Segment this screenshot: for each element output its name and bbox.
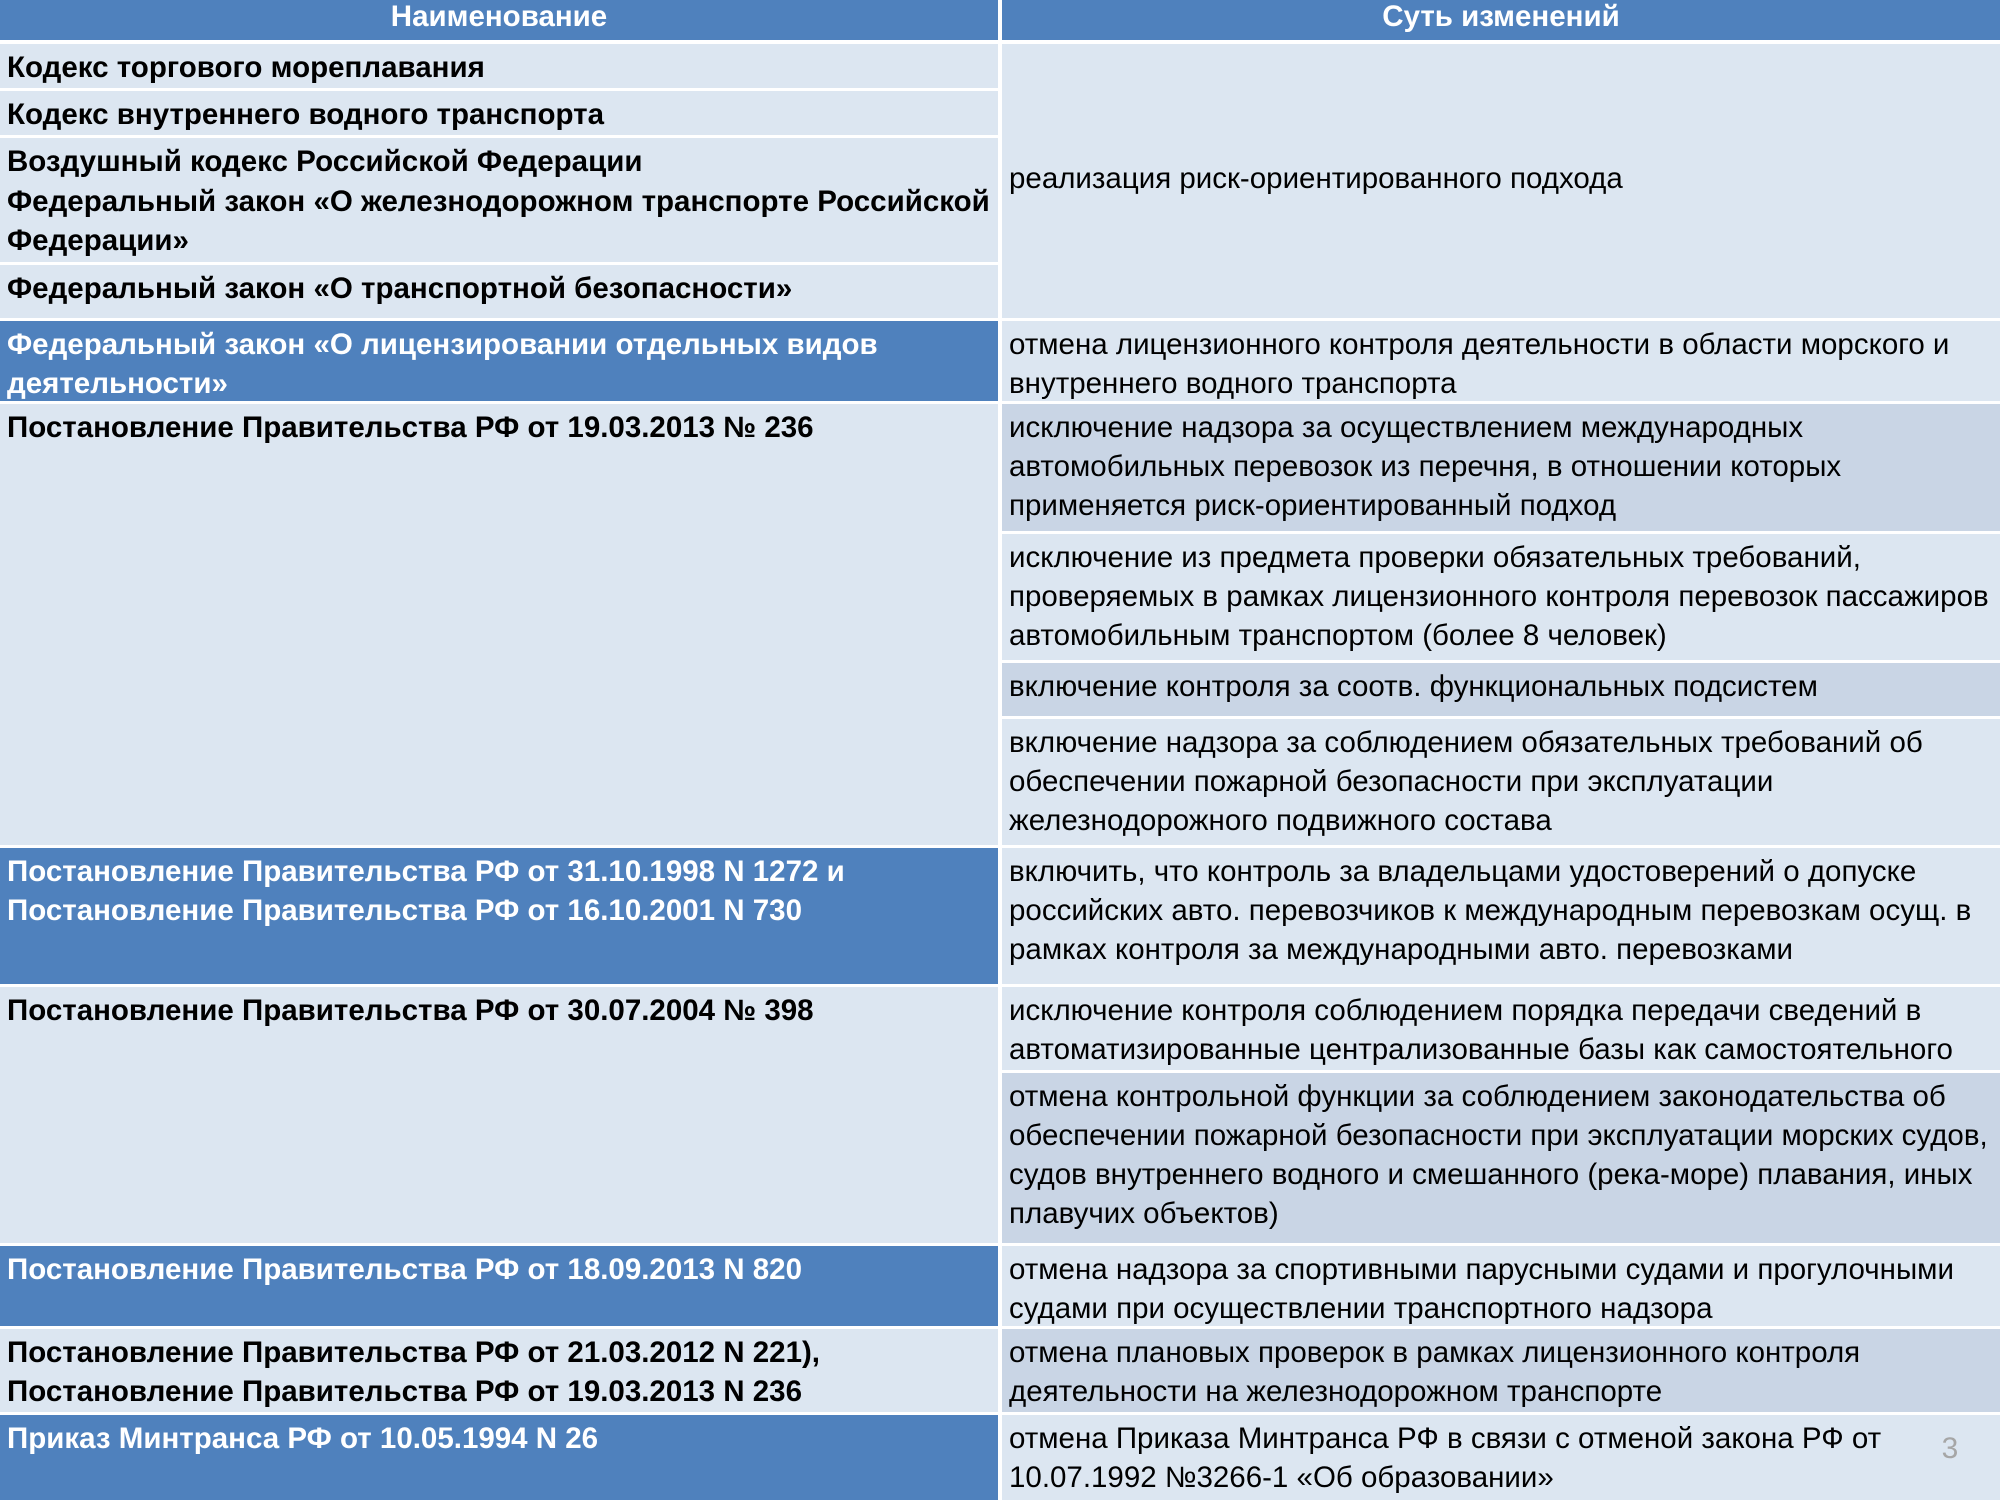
table-row-change — [1002, 1415, 2000, 1500]
row-name-text: Федеральный закон «О железнодорожном транспорте Российской Федерации» — [7, 185, 990, 257]
row-name-text: Постановление Правительства РФ от 21.03.2012 N 221), Постановление Правительства РФ от 19.03.2013 N 236 — [7, 1336, 820, 1408]
column-header-name — [0, 0, 998, 40]
table-row-name — [0, 265, 998, 318]
row-change-text: отмена надзора за спортивными парусными судами и прогулочными судами при осуществлении транспортного надзора — [1009, 1253, 1954, 1325]
table-row-change — [1002, 44, 2000, 318]
row-change-text: отмена Приказа Минтранса РФ в связи с отменой закона РФ от 10.07.1992 №3266-1 «Об образовании» — [1009, 1422, 1882, 1494]
table-row-change — [1002, 987, 2000, 1070]
table-row-name — [0, 138, 998, 178]
table-row-name — [0, 1415, 998, 1500]
table-row-name — [0, 1329, 998, 1412]
column-header-essence-label: Суть изменений — [1382, 0, 1620, 33]
row-change-text: исключение из предмета проверки обязательных требований, проверяемых в рамках лицензионного контроля перевозок пассажиров автомобильным транспортом (более 8 человек) — [1009, 541, 1989, 652]
row-change-text: отмена лицензионного контроля деятельности в области морского и внутреннего водного транспорта — [1009, 328, 1950, 400]
table-row-change — [1002, 1246, 2000, 1326]
row-name-text: Постановление Правительства РФ от 30.07.2004 № 398 — [7, 994, 814, 1027]
table-row-name — [0, 321, 998, 401]
table-row-change — [1002, 321, 2000, 401]
table-row-name — [0, 848, 998, 984]
table-row-name — [0, 91, 998, 135]
row-change-text: реализация риск-ориентированного подхода — [1009, 161, 1623, 195]
row-change-text: включение контроля за соотв. функциональных подсистем — [1009, 670, 1818, 703]
page-number: 3 — [1941, 1432, 1959, 1465]
table-row-change — [1002, 404, 2000, 531]
column-header-name-label: Наименование — [390, 0, 608, 33]
row-name-text: Постановление Правительства РФ от 31.10.1998 N 1272 и Постановление Правительства РФ от 16.10.2001 N 730 — [7, 855, 845, 927]
row-name-text: Приказ Минтранса РФ от 10.05.1994 N 26 — [7, 1422, 599, 1455]
row-name-text: Постановление Правительства РФ от 19.03.2013 № 236 — [7, 411, 814, 444]
row-change-text: исключение контроля соблюдением порядка передачи сведений в автоматизированные централизованные базы как самостоятельного — [1009, 994, 1953, 1066]
row-change-text: исключение надзора за осуществлением международных автомобильных перевозок из перечня, в отношении которых применяется риск-ориентированный подход — [1009, 411, 1842, 522]
table-row-name — [0, 987, 998, 1243]
table-row-change — [1002, 719, 2000, 845]
row-change-text: отмена плановых проверок в рамках лицензионного контроля деятельности на железнодорожном транспорте — [1009, 1336, 1861, 1408]
table-row-name — [0, 1246, 998, 1326]
row-name-text: Кодекс внутреннего водного транспорта — [7, 98, 604, 131]
row-name-text: Воздушный кодекс Российской Федерации — [7, 145, 643, 178]
table-row-name — [0, 404, 998, 845]
table-row-change — [1002, 1329, 2000, 1412]
row-name-text: Федеральный закон «О лицензировании отдельных видов деятельности» — [7, 328, 878, 400]
table-row-change — [1002, 1073, 2000, 1243]
table-row-change — [1002, 534, 2000, 660]
row-name-text: Кодекс торгового мореплавания — [7, 51, 485, 84]
row-name-text: Федеральный закон «О транспортной безопасности» — [7, 272, 793, 305]
table-row-name — [0, 44, 998, 88]
row-change-text: отмена контрольной функции за соблюдением законодательства об обеспечении пожарной безопасности при эксплуатации морских судов, судов внутреннего водного и смешанного (река-море) плавания, иных плавучих объектов) — [1009, 1080, 1988, 1230]
row-name-text: Постановление Правительства РФ от 18.09.2013 N 820 — [7, 1253, 802, 1286]
row-change-text: включение надзора за соблюдением обязательных требований об обеспечении пожарной безопасности при эксплуатации железнодорожного подвижного состава — [1009, 726, 1923, 837]
row-change-text: включить, что контроль за владельцами удостоверений о допуске российских авто. перевозчиков к международным перевозкам осущ. в рамках контроля за международными авто. перевозками — [1009, 855, 1972, 966]
column-header-essence — [1002, 0, 2000, 40]
table-row-change — [1002, 663, 2000, 716]
table-row-change — [1002, 848, 2000, 984]
table-row-name — [0, 178, 998, 262]
